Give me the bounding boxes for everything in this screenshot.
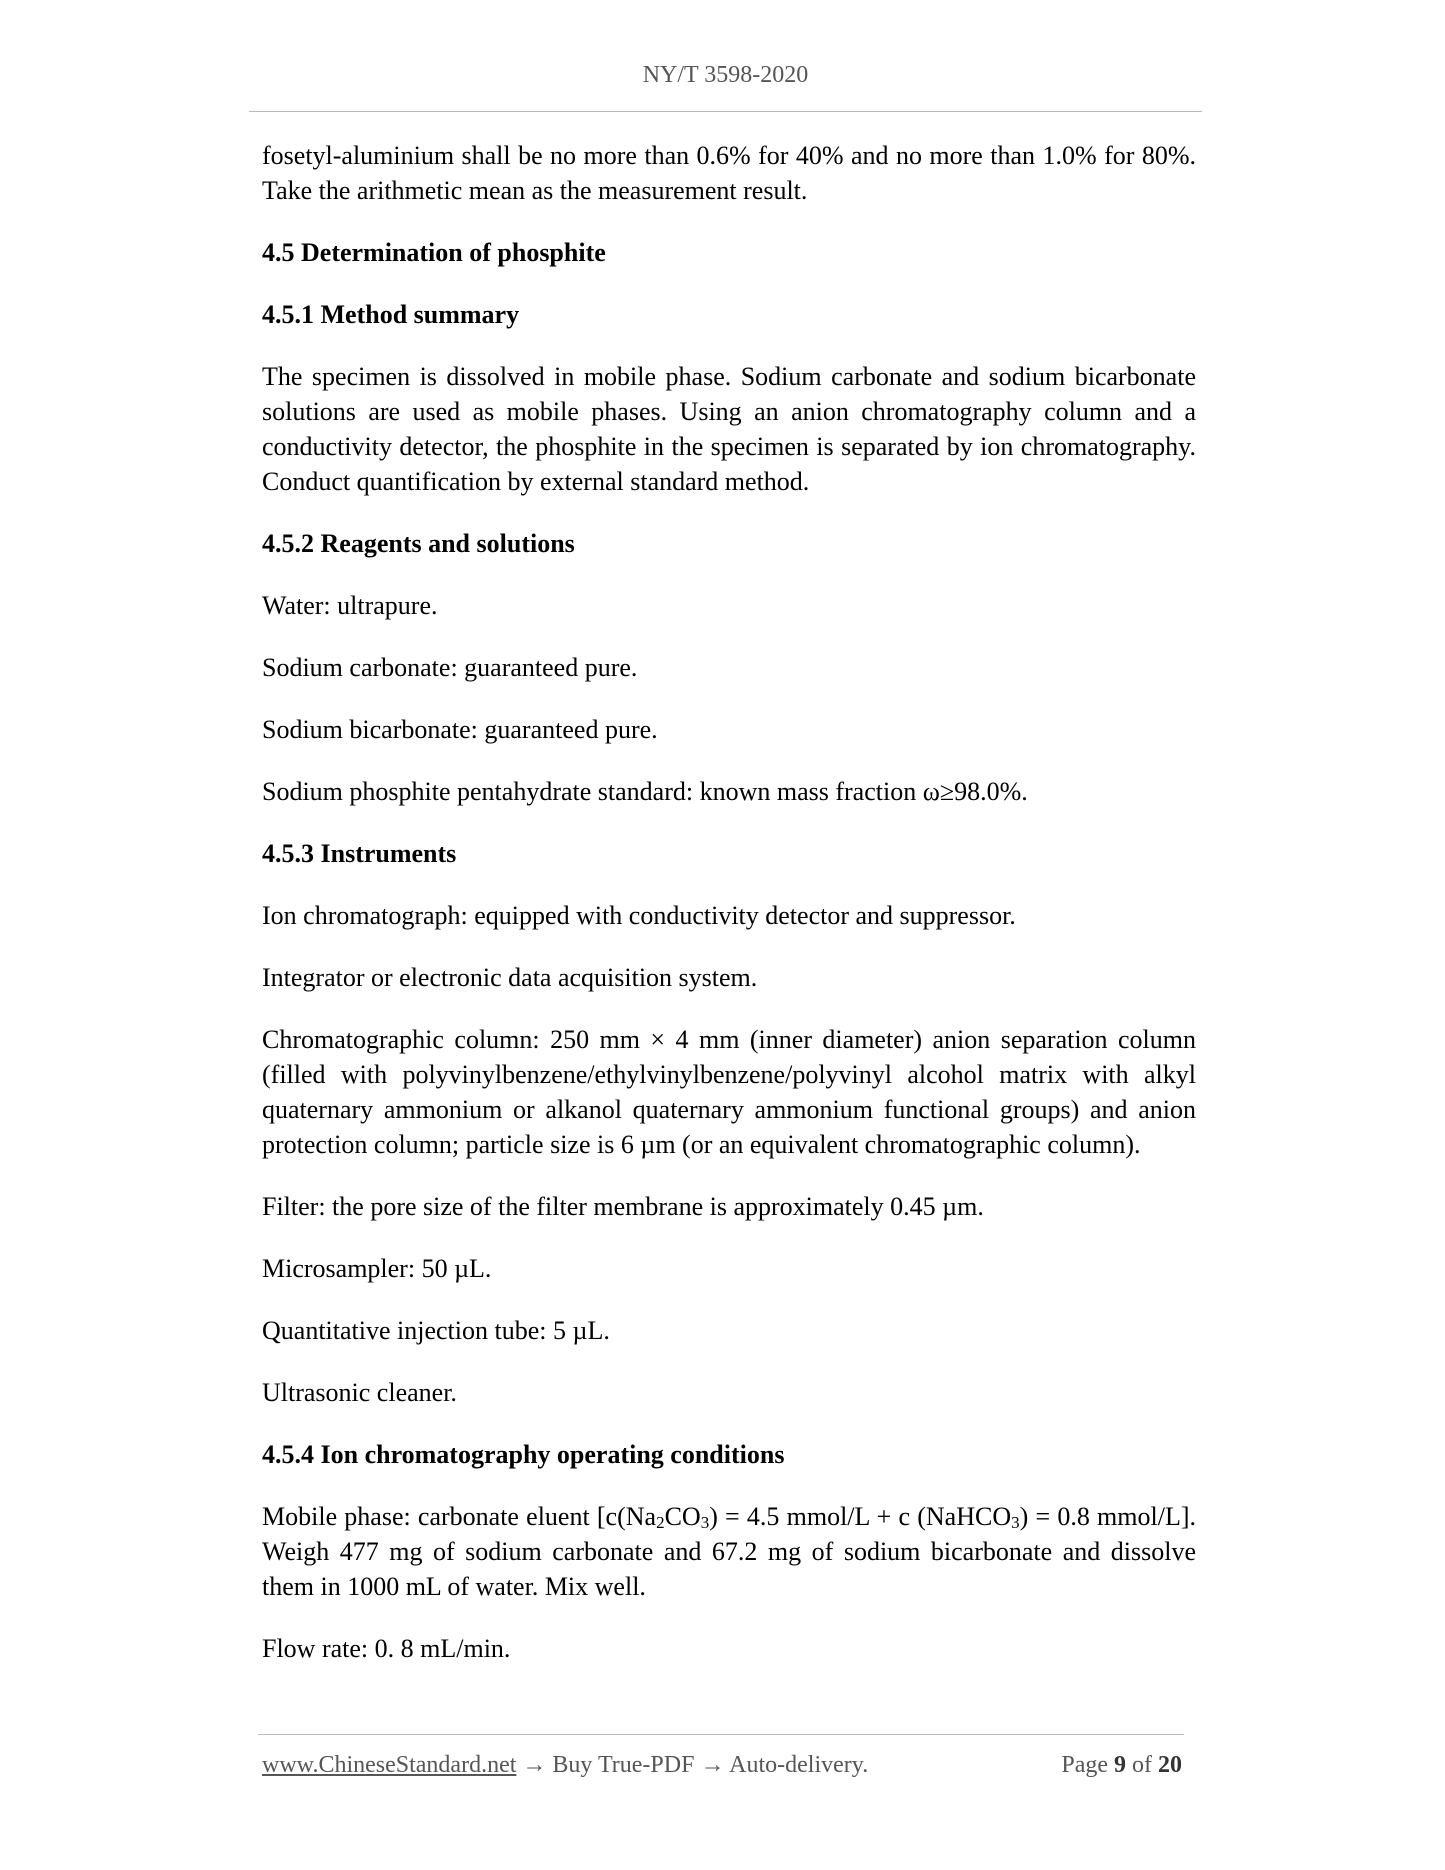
footer-promo xyxy=(262,1752,868,1779)
arrow-icon: → xyxy=(694,1752,730,1778)
instrument-item: Quantitative injection tube: 5 µL. xyxy=(262,1316,610,1345)
instrument-item: Filter: the pore size of the filter membrane is approximately 0.45 µm. xyxy=(262,1192,984,1221)
intro-paragraph: fosetyl-aluminium shall be no more than 0.6% for 40% and no more than 1.0% for 80%. Take the arithmetic mean as the measurement result. xyxy=(262,141,1196,205)
site-link[interactable]: www.ChineseStandard.net xyxy=(262,1752,517,1778)
header-divider xyxy=(249,111,1202,112)
instrument-item: Ultrasonic cleaner. xyxy=(262,1378,457,1407)
footer-divider xyxy=(258,1734,1184,1735)
section-heading-4-5-1: 4.5.1 Method summary xyxy=(262,300,520,329)
mobile-phase-paragraph: Mobile phase: carbonate eluent [$c(Na_2CO_3) = 4.5$ mmol/L + c (NaHCO$_3$) = 0.8 mmol/L]. Weigh 477 mg of sodium carbonate and 67.2 mg of sodium bicarbonate and dissolve them in 1000 mL of water. Mix well. xyxy=(262,1502,1196,1601)
section-heading-4-5-4: 4.5.4 Ion chromatography operating conditions xyxy=(262,1440,785,1469)
document-header: NY/T 3598-2020 xyxy=(642,62,809,88)
flow-rate-paragraph: Flow rate: 0. 8 mL/min. xyxy=(262,1634,511,1663)
buy-text: Buy True-PDF xyxy=(552,1752,695,1778)
section-heading-4-5: 4.5 Determination of phosphite xyxy=(262,238,606,267)
section-heading-4-5-2: 4.5.2 Reagents and solutions xyxy=(262,529,575,558)
reagent-item: Sodium carbonate: guaranteed pure. xyxy=(262,653,638,682)
reagent-item: Water: ultrapure. xyxy=(262,591,438,620)
section-heading-4-5-3: 4.5.3 Instruments xyxy=(262,839,457,868)
reagent-item: Sodium phosphite pentahydrate standard: known mass fraction ω≥98.0%. xyxy=(262,777,1028,806)
instrument-item: Integrator or electronic data acquisition system. xyxy=(262,963,758,992)
reagent-item: Sodium bicarbonate: guaranteed pure. xyxy=(262,715,658,744)
delivery-text: Auto-delivery. xyxy=(729,1752,869,1778)
page-number: Page 9 of 20 xyxy=(1061,1752,1182,1778)
instrument-item: Ion chromatograph: equipped with conductivity detector and suppressor. xyxy=(262,901,1016,930)
page-content xyxy=(262,138,1196,1693)
arrow-icon: → xyxy=(516,1752,553,1778)
instrument-item: Microsampler: 50 µL. xyxy=(262,1254,492,1283)
instrument-item: Chromatographic column: 250 mm × 4 mm (inner diameter) anion separation column (filled with polyvinylbenzene/ethylvinylbenzene/polyvinyl alcohol matrix with alkyl quaternary ammonium or alkanol quaternary ammonium functional groups) and anion protection column; particle size is 6 µm (or an equivalent chromatographic column). xyxy=(262,1025,1196,1159)
method-summary-paragraph: The specimen is dissolved in mobile phase. Sodium carbonate and sodium bicarbonate solutions are used as mobile phases. Using an anion chromatography column and a conductivity detector, the phosphite in the specimen is separated by ion chromatography. Conduct quantification by external standard method. xyxy=(262,362,1196,496)
